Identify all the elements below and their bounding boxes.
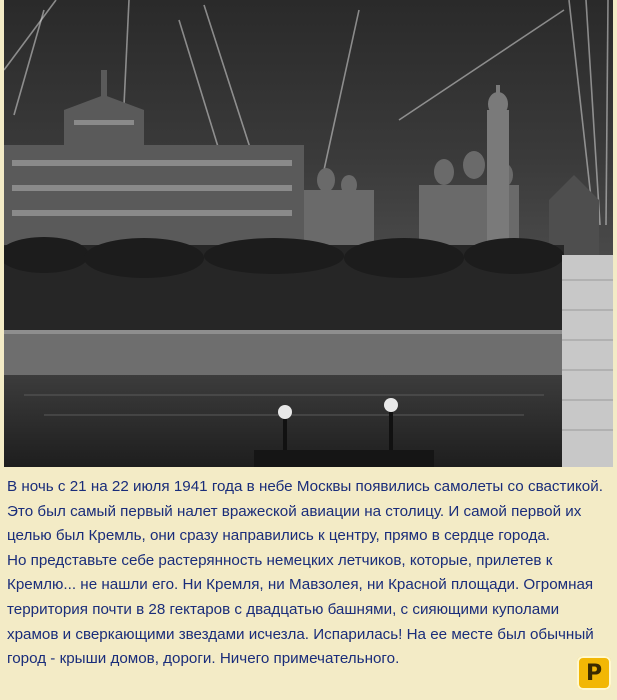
caption-paragraph: В ночь с 21 на 22 июля 1941 года в небе Москвы появились самолеты со свастикой. Это был самый первый налет вражеской авиации на столицу. И самой первой их целью был Кремль, они сразу направились к центру, прямо в сердце города. <box>7 478 603 545</box>
site-logo-badge[interactable] <box>577 656 611 690</box>
badge-letter: P <box>585 660 603 686</box>
caption-paragraph: Но представьте себе растерянность немецких летчиков, которые, прилетев к Кремлю... не нашли его. Ни Кремля, ни Мавзолея, ни Красной площади. Огромная территория почти в 28 гектаров с двадцатью башнями, с сияющими куполами храмов и сверкающими звездами исчезла. Испарилась! На ее месте был обычный город - крыши домов, дороги. Ничего примечательного. <box>7 551 594 668</box>
article-caption <box>7 475 611 672</box>
historical-photo <box>4 0 613 467</box>
right-building <box>562 255 613 467</box>
embankment-wall <box>4 330 564 375</box>
bell-tower <box>487 85 509 245</box>
kremlin-night-photo <box>4 0 613 467</box>
